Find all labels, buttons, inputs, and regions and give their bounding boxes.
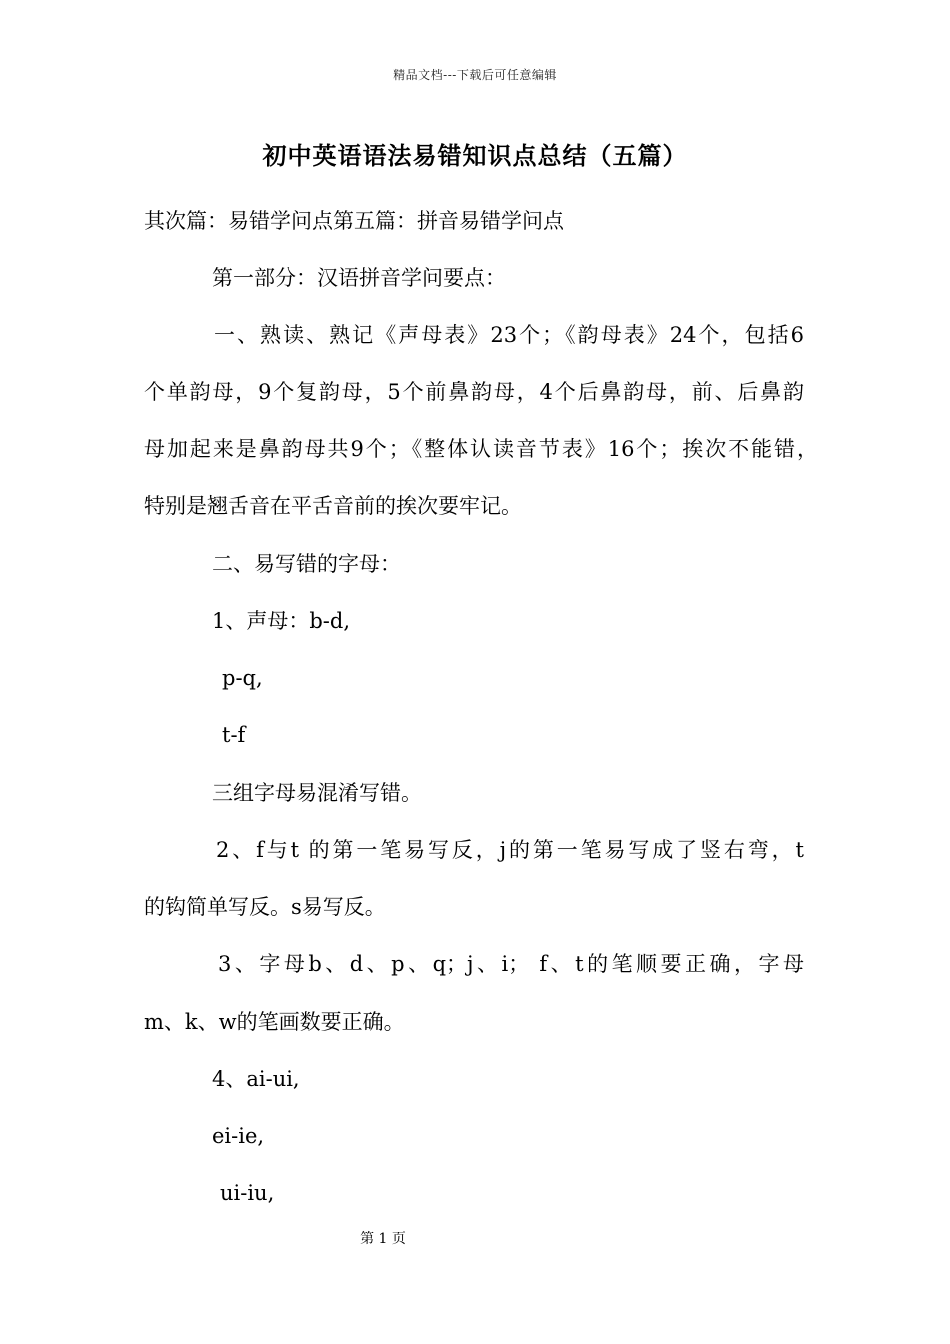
body-line: 1、声母：b-d, <box>212 609 351 633</box>
body-line: t-f <box>222 723 246 747</box>
body-line: 特别是翘舌音在平舌音前的挨次要牢记。 <box>144 494 522 518</box>
body-line: p-q, <box>222 666 263 690</box>
body-line: 2、f与t 的第一笔易写反，j的第一笔易写成了竖右弯，t <box>216 838 804 862</box>
body-line: 其次篇：易错学问点第五篇：拼音易错学问点 <box>144 209 564 233</box>
header-note: 精品文档---下载后可任意编辑 <box>393 68 557 82</box>
body-line: ui-iu, <box>220 1181 275 1205</box>
body-line: m、k、w的笔画数要正确。 <box>144 1010 405 1034</box>
document-title: 初中英语语法易错知识点总结（五篇） <box>262 141 688 170</box>
body-line: 一、熟读、熟记《声母表》23个；《韵母表》24个，包括6 <box>214 323 804 347</box>
body-line: ei-ie, <box>212 1124 265 1148</box>
body-line: 二、易写错的字母： <box>212 552 401 576</box>
body-line: 3、字母b、d、p、q；j、i； f、t的笔顺要正确，字母 <box>218 952 804 976</box>
body-line: 个单韵母，9个复韵母，5个前鼻韵母，4个后鼻韵母，前、后鼻韵 <box>144 380 804 404</box>
page-number: 第 1 页 <box>360 1231 406 1247</box>
body-line: 的钩简单写反。s易写反。 <box>144 895 386 919</box>
body-line: 第一部分：汉语拼音学问要点： <box>212 266 506 290</box>
body-line: 母加起来是鼻韵母共9个；《整体认读音节表》16个；挨次不能错， <box>144 437 818 461</box>
body-line: 三组字母易混淆写错。 <box>212 781 422 805</box>
body-line: 4、ai-ui, <box>212 1067 300 1091</box>
